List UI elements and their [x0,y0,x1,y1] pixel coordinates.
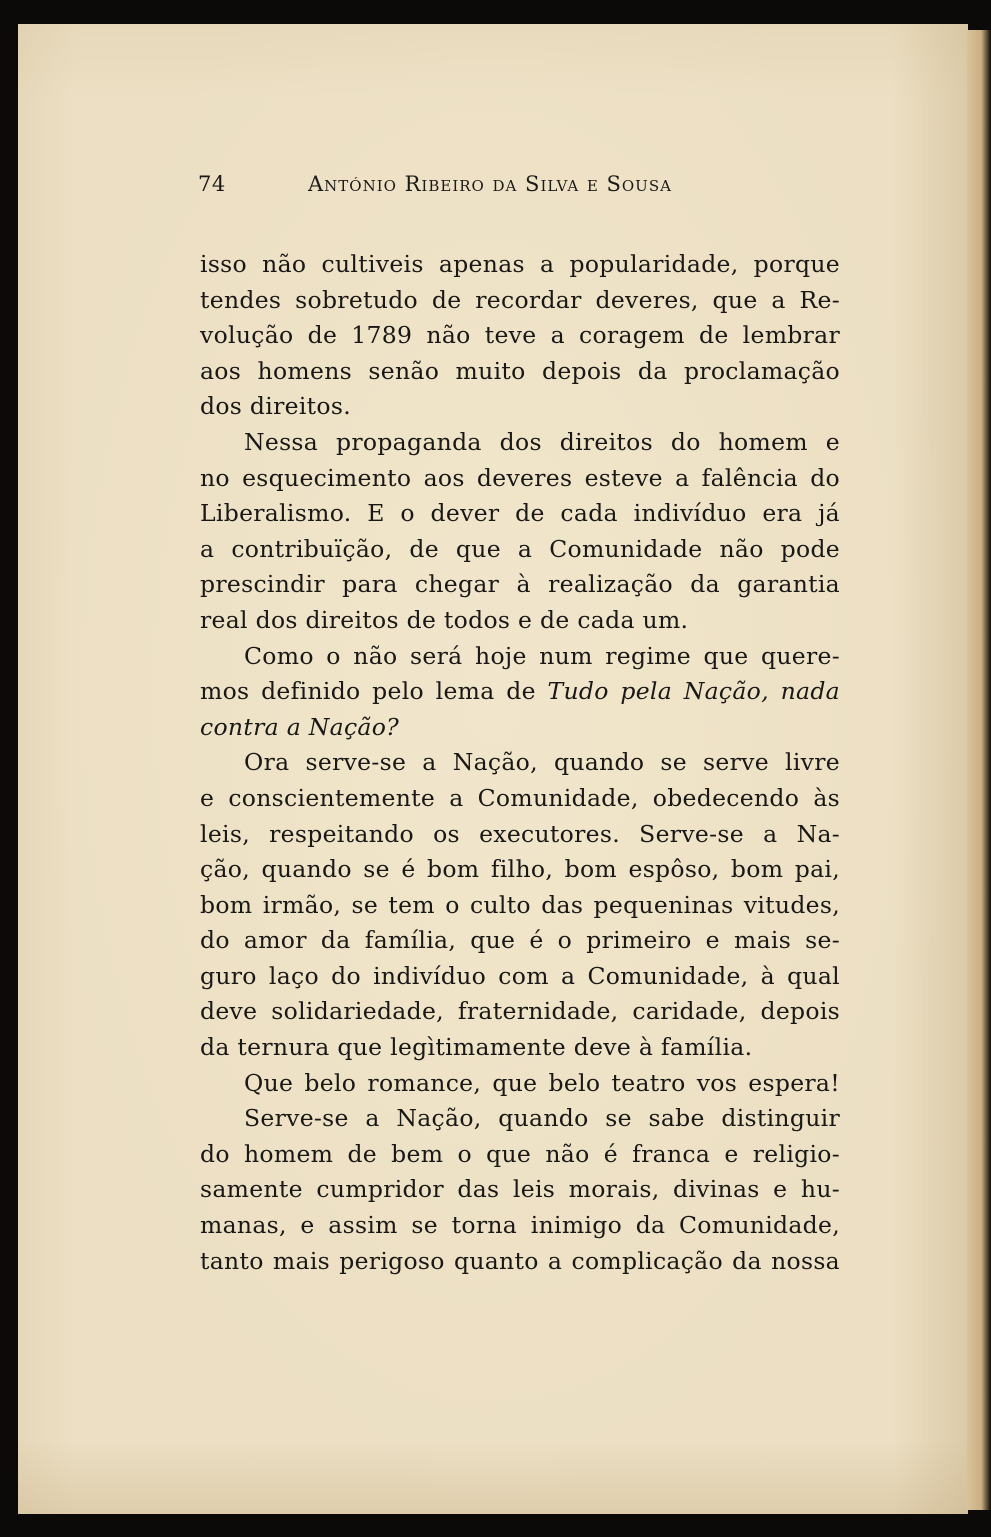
text-line: ção, quando se é bom filho, bom espôso, bom pai, [200,855,840,884]
italic-motto-part-1: Tudo pela Nação, nada [547,677,840,706]
text-line: Que belo romance, que belo teatro vos espera! [244,1068,840,1097]
text-line: Serve-se a Nação, quando se sabe distinguir [244,1104,840,1133]
text-line: tanto mais perigoso quanto a complicação da nossa [200,1246,840,1275]
text-line: Liberalismo. E o dever de cada indivíduo era já [200,499,840,528]
text-line: guro laço do indivíduo com a Comunidade, à qual [200,961,840,990]
text-line-mixed [200,674,840,710]
text-line: samente cumpridor das leis morais, divinas e hu- [200,1175,840,1204]
text-line: isso não cultiveis apenas a popularidade, porque [200,250,840,278]
text-line: real dos direitos de todos e de cada um. [200,605,689,634]
italic-motto-part-2: contra a Nação? [200,712,400,741]
text-line: tendes sobretudo de recordar deveres, que a Re- [200,285,840,314]
text-line [200,710,840,746]
page-header [198,168,758,204]
text-line: leis, respeitando os executores. Serve-se a Na- [200,819,840,848]
text-line: manas, e assim se torna inimigo da Comunidade, [200,1211,840,1240]
text-line: Ora serve-se a Nação, quando se serve livre [244,748,840,777]
text-line: volução de 1789 não teve a coragem de lembrar [200,321,840,350]
page-number: 74 [198,172,226,196]
page-edge [967,30,991,1510]
text-line: bom irmão, se tem o culto das pequeninas vitudes, [200,890,840,919]
text-line: da ternura que legìtimamente deve à família. [200,1033,753,1062]
body-text [200,247,840,1279]
text-line: dos direitos. [200,392,351,421]
text-line: aos homens senão muito depois da proclamação [200,356,840,385]
text-line: no esquecimento aos deveres esteve a falência do [200,463,840,492]
text-line: e conscientemente a Comunidade, obedecendo às [200,783,840,812]
text-line: do homem de bem o que não é franca e religio- [200,1139,840,1168]
text-line: Como o não será hoje num regime que quere- [244,641,840,670]
text-line: Nessa propaganda dos direitos do homem e [244,427,840,456]
text-line: a contribuïção, de que a Comunidade não pode [200,534,840,563]
text-line: deve solidariedade, fraternidade, caridade, depois [200,997,840,1026]
text-fragment: mos definido pelo lema de [200,677,536,706]
running-head: António Ribeiro da Silva e Sousa [308,172,672,196]
text-line: do amor da família, que é o primeiro e mais se- [200,926,840,955]
text-line: prescindir para chegar à realização da garantia [200,570,840,599]
